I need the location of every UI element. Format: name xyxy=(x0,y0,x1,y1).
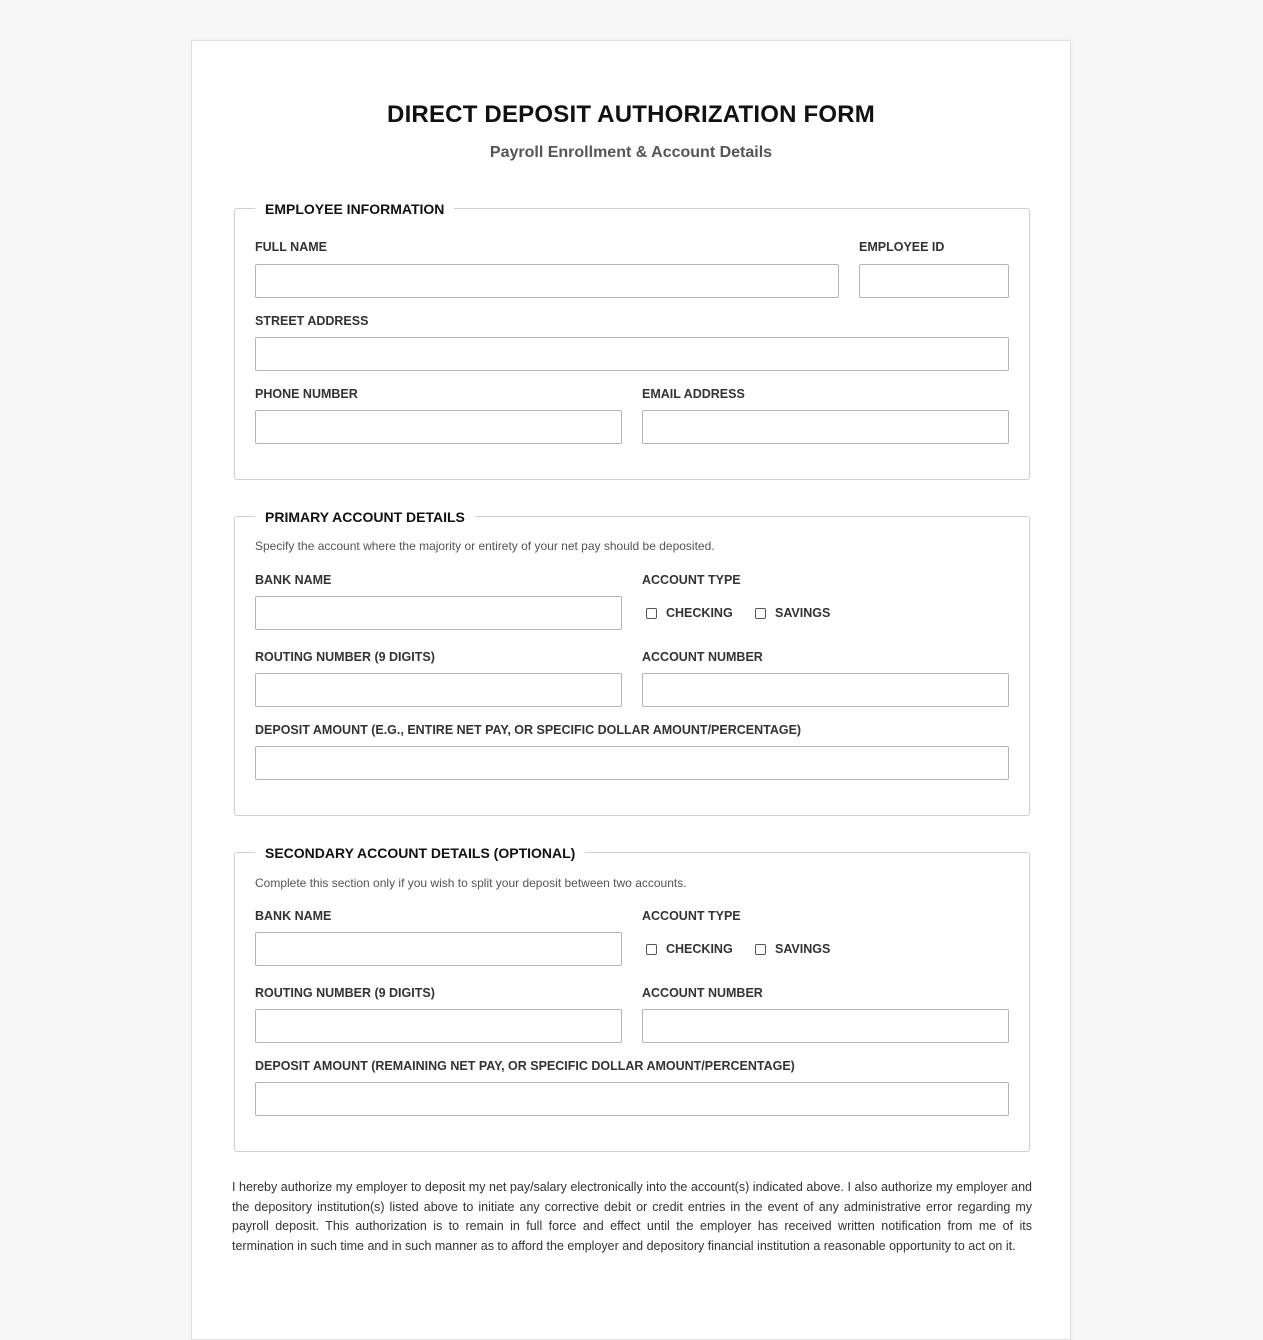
secondary-routing-number-input[interactable] xyxy=(255,1009,622,1043)
routing-number-label: ROUTING NUMBER (9 DIGITS) xyxy=(255,650,435,664)
secondary-account-section xyxy=(234,845,1030,1152)
checkbox-box[interactable] xyxy=(755,944,766,955)
email-address-input[interactable] xyxy=(642,410,1009,444)
deposit-amount-label: DEPOSIT AMOUNT (E.G., ENTIRE NET PAY, OR SPECIFIC DOLLAR AMOUNT/PERCENTAGE) xyxy=(255,723,802,737)
savings-label: SAVINGS xyxy=(775,942,831,956)
primary-account-hint: Specify the account where the majority or entirety of your net pay should be deposited. xyxy=(255,539,715,553)
primary-account-section xyxy=(234,509,1030,816)
authorization-statement: I hereby authorize my employer to deposit my net pay/salary electronically into the account(s) indicated above. I also authorize my employer and the depository institution(s) listed above to initiate any corrective debit or credit entries in the event of any administrative error regarding my payroll deposit. This authorization is to remain in full force and effect until the employer has received written notification from me of its termination in such time and in such manner as to afford the employer and depository financial institution a reasonable opportunity to act on it. xyxy=(232,1180,1032,1253)
employee-id-input[interactable] xyxy=(859,264,1009,298)
account-number-label: ACCOUNT NUMBER xyxy=(642,986,763,1000)
bank-name-label: BANK NAME xyxy=(255,909,332,923)
account-type-label: ACCOUNT TYPE xyxy=(642,573,741,587)
bank-name-label: BANK NAME xyxy=(255,573,332,587)
form-page xyxy=(191,40,1071,1340)
primary-account-number-input[interactable] xyxy=(642,673,1009,707)
secondary-deposit-amount-input[interactable] xyxy=(255,1082,1009,1116)
section-legend: EMPLOYEE INFORMATION xyxy=(255,200,454,218)
checkbox-box[interactable] xyxy=(646,608,657,619)
primary-deposit-amount-input[interactable] xyxy=(255,746,1009,780)
secondary-account-number-input[interactable] xyxy=(642,1009,1009,1043)
primary-savings-checkbox[interactable] xyxy=(755,606,830,620)
checking-label: CHECKING xyxy=(666,606,733,620)
primary-checking-checkbox[interactable] xyxy=(646,606,733,620)
checkbox-box[interactable] xyxy=(755,608,766,619)
phone-number-input[interactable] xyxy=(255,410,622,444)
form-subtitle: Payroll Enrollment & Account Details xyxy=(489,144,773,161)
checkbox-box[interactable] xyxy=(646,944,657,955)
checking-label: CHECKING xyxy=(666,942,733,956)
deposit-amount-label: DEPOSIT AMOUNT (REMAINING NET PAY, OR SPECIFIC DOLLAR AMOUNT/PERCENTAGE) xyxy=(255,1059,795,1073)
savings-label: SAVINGS xyxy=(775,606,831,620)
full-name-input[interactable] xyxy=(255,264,839,298)
account-type-label: ACCOUNT TYPE xyxy=(642,909,741,923)
phone-number-label: PHONE NUMBER xyxy=(255,387,358,401)
employee-information-section xyxy=(234,201,1030,480)
full-name-label: FULL NAME xyxy=(255,240,327,254)
primary-bank-name-input[interactable] xyxy=(255,596,622,630)
section-legend: SECONDARY ACCOUNT DETAILS (OPTIONAL) xyxy=(255,844,585,862)
employee-id-label: EMPLOYEE ID xyxy=(859,240,945,254)
secondary-checking-checkbox[interactable] xyxy=(646,942,733,956)
secondary-account-hint: Complete this section only if you wish to split your deposit between two accounts. xyxy=(255,876,687,890)
form-title: DIRECT DEPOSIT AUTHORIZATION FORM xyxy=(387,101,875,128)
secondary-savings-checkbox[interactable] xyxy=(755,942,830,956)
primary-routing-number-input[interactable] xyxy=(255,673,622,707)
street-address-label: STREET ADDRESS xyxy=(255,314,369,328)
account-number-label: ACCOUNT NUMBER xyxy=(642,650,763,664)
email-address-label: EMAIL ADDRESS xyxy=(642,387,745,401)
secondary-bank-name-input[interactable] xyxy=(255,932,622,966)
street-address-input[interactable] xyxy=(255,337,1009,371)
routing-number-label: ROUTING NUMBER (9 DIGITS) xyxy=(255,986,435,1000)
section-legend: PRIMARY ACCOUNT DETAILS xyxy=(255,508,475,526)
